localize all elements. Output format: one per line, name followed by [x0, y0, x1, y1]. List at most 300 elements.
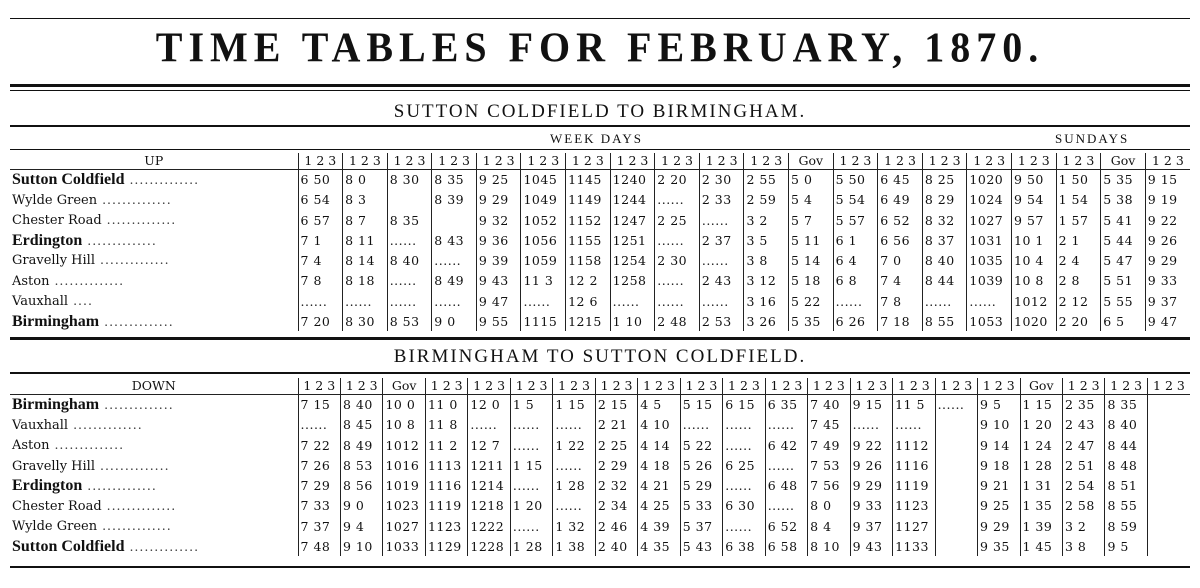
time-cell [935, 537, 977, 557]
time-cell: 10 1 [1012, 231, 1057, 251]
time-cell: 5 14 [789, 250, 834, 271]
time-cell [935, 415, 977, 436]
down-timetable [10, 378, 1190, 556]
time-cell: 8 48 [1105, 456, 1147, 477]
time-cell: 2 32 [595, 476, 637, 496]
time-cell: ...... [765, 496, 807, 517]
leader-dots: .............. [95, 457, 170, 473]
time-cell: 5 54 [833, 190, 878, 211]
time-cell: 1 20 [1020, 415, 1062, 436]
time-cell: ...... [680, 415, 722, 436]
time-cell: 1012 [383, 435, 425, 456]
time-cell: 9 57 [1012, 210, 1057, 231]
time-cell: 9 29 [1145, 250, 1190, 271]
time-cell: 3 2 [1062, 516, 1104, 537]
time-cell: 7 40 [808, 395, 850, 415]
time-cell: 9 19 [1145, 190, 1190, 211]
station-cell [10, 190, 298, 211]
up-station-row [10, 271, 1190, 292]
time-cell: 2 8 [1056, 271, 1101, 292]
station-name: Erdington [12, 477, 83, 494]
time-cell: 2 43 [699, 271, 744, 292]
down-column-header: 1 2 3 [1147, 378, 1190, 395]
time-cell: 2 12 [1056, 291, 1101, 312]
time-cell: 9 18 [978, 456, 1020, 477]
time-cell: 6 35 [765, 395, 807, 415]
time-cell: 9 50 [1012, 170, 1057, 190]
time-cell: 3 5 [744, 231, 789, 251]
down-column-header: Gov [1020, 378, 1062, 395]
time-cell: 8 53 [341, 456, 383, 477]
up-timetable [10, 153, 1190, 331]
up-column-header: 1 2 3 [343, 153, 388, 170]
time-cell: 4 14 [638, 435, 680, 456]
time-cell: 3 26 [744, 312, 789, 332]
time-cell: 1218 [468, 496, 510, 517]
time-cell: 11 3 [521, 271, 566, 292]
down-station-row [10, 415, 1190, 436]
station-cell [10, 271, 298, 292]
time-cell [935, 456, 977, 477]
time-cell: 8 49 [432, 271, 477, 292]
time-cell: 1119 [893, 476, 935, 496]
time-cell: 5 43 [680, 537, 722, 557]
up-column-header: 1 2 3 [922, 153, 967, 170]
time-cell: 6 58 [765, 537, 807, 557]
up-column-header: Gov [789, 153, 834, 170]
up-column-header: 1 2 3 [521, 153, 566, 170]
station-cell [10, 537, 298, 557]
time-cell: 9 4 [341, 516, 383, 537]
time-cell: 5 55 [1101, 291, 1146, 312]
time-cell: 1049 [521, 190, 566, 211]
time-cell: 8 30 [343, 312, 388, 332]
time-cell: 9 55 [476, 312, 521, 332]
time-cell: 6 5 [1101, 312, 1146, 332]
time-cell: 7 1 [298, 231, 343, 251]
time-cell: 6 25 [723, 456, 765, 477]
time-cell: 8 4 [808, 516, 850, 537]
time-cell: 8 37 [922, 231, 967, 251]
time-cell: 1119 [425, 496, 467, 517]
time-cell: 1112 [893, 435, 935, 456]
time-cell: 8 7 [343, 210, 388, 231]
station-cell [10, 456, 298, 477]
time-cell: ...... [343, 291, 388, 312]
time-cell: ...... [699, 210, 744, 231]
time-cell: 8 53 [387, 312, 432, 332]
time-cell: 7 29 [298, 476, 340, 496]
time-cell: 9 29 [978, 516, 1020, 537]
time-cell: 2 37 [699, 231, 744, 251]
time-cell: 9 10 [341, 537, 383, 557]
time-cell: 11 5 [893, 395, 935, 415]
time-cell: 6 49 [878, 190, 923, 211]
time-cell: 6 30 [723, 496, 765, 517]
up-rule [10, 125, 1190, 127]
time-cell: ...... [699, 250, 744, 271]
time-cell: 10 0 [383, 395, 425, 415]
time-cell: ...... [432, 250, 477, 271]
up-header-row [10, 153, 1190, 170]
time-cell [432, 210, 477, 231]
time-cell: 6 4 [833, 250, 878, 271]
time-cell: 7 8 [878, 291, 923, 312]
station-cell [10, 496, 298, 517]
leader-dots: .............. [49, 437, 125, 452]
station-cell [10, 435, 298, 456]
time-cell: 1254 [610, 250, 655, 271]
down-column-header: 1 2 3 [510, 378, 552, 395]
time-cell: 9 29 [850, 476, 892, 496]
time-cell: 1031 [967, 231, 1012, 251]
time-cell: 2 59 [744, 190, 789, 211]
time-cell: ...... [432, 291, 477, 312]
time-cell: 3 16 [744, 291, 789, 312]
leader-dots: .............. [124, 172, 200, 187]
time-cell [935, 435, 977, 456]
time-cell: 2 21 [595, 415, 637, 436]
time-cell: 8 59 [1105, 516, 1147, 537]
up-column-header: 1 2 3 [967, 153, 1012, 170]
time-cell: 4 10 [638, 415, 680, 436]
down-column-header: 1 2 3 [298, 378, 340, 395]
sundays-label: SUNDAYS [1055, 131, 1130, 146]
time-cell: 9 15 [1145, 170, 1190, 190]
time-cell: 5 29 [680, 476, 722, 496]
down-header-row [10, 378, 1190, 395]
time-cell: 9 47 [1145, 312, 1190, 332]
time-cell [1147, 435, 1190, 456]
time-cell: 5 15 [680, 395, 722, 415]
time-cell: 6 38 [723, 537, 765, 557]
up-section-title: SUTTON COLDFIELD TO BIRMINGHAM. [393, 101, 807, 122]
title-rule-thin [10, 90, 1190, 91]
leader-dots: .............. [101, 497, 177, 513]
time-cell: 1215 [566, 312, 611, 332]
time-cell: 8 51 [1105, 476, 1147, 496]
time-cell: 7 18 [878, 312, 923, 332]
time-cell: 6 26 [833, 312, 878, 332]
time-cell [1147, 456, 1190, 477]
time-cell: 1240 [610, 170, 655, 190]
time-cell: ...... [655, 190, 700, 211]
time-cell: 5 11 [789, 231, 834, 251]
time-cell: ...... [699, 291, 744, 312]
time-cell: 9 25 [978, 496, 1020, 517]
up-station-row [10, 291, 1190, 312]
time-cell: 5 35 [789, 312, 834, 332]
time-cell: 5 37 [680, 516, 722, 537]
up-column-header: 1 2 3 [566, 153, 611, 170]
time-cell: 11 2 [425, 435, 467, 456]
time-cell: 9 5 [1105, 537, 1147, 557]
time-cell: 2 54 [1062, 476, 1104, 496]
station-name: Birmingham [12, 396, 100, 413]
time-cell: 2 30 [699, 170, 744, 190]
time-cell: 2 46 [595, 516, 637, 537]
time-cell: 8 11 [343, 231, 388, 251]
time-cell: 7 0 [878, 250, 923, 271]
time-cell: 8 45 [341, 415, 383, 436]
up-column-header: 1 2 3 [1012, 153, 1057, 170]
time-cell: ...... [510, 415, 552, 436]
time-cell: ...... [893, 415, 935, 436]
time-cell: 5 4 [789, 190, 834, 211]
station-cell [10, 516, 298, 537]
time-cell: 8 3 [343, 190, 388, 211]
station-cell [10, 291, 298, 312]
up-column-header: 1 2 3 [298, 153, 343, 170]
time-cell: 9 37 [1145, 291, 1190, 312]
down-column-header: 1 2 3 [765, 378, 807, 395]
time-cell [1147, 496, 1190, 517]
time-cell: 9 0 [341, 496, 383, 517]
time-cell: 4 39 [638, 516, 680, 537]
up-station-row [10, 170, 1190, 190]
time-cell [387, 190, 432, 211]
time-cell: ...... [387, 231, 432, 251]
time-cell: 8 35 [387, 210, 432, 231]
up-station-row [10, 190, 1190, 211]
time-cell: 7 4 [878, 271, 923, 292]
time-cell: 1 10 [610, 312, 655, 332]
time-cell: 1019 [383, 476, 425, 496]
time-cell: 1 31 [1020, 476, 1062, 496]
time-cell [935, 476, 977, 496]
station-cell [10, 250, 298, 271]
station-name: Gravelly Hill [12, 253, 95, 268]
page-title: TIME TABLES FOR FEBRUARY, 1870. [155, 23, 1045, 72]
time-cell: 9 36 [476, 231, 521, 251]
time-cell: 7 45 [808, 415, 850, 436]
station-name: Vauxhall [12, 417, 69, 433]
time-cell: 2 4 [1056, 250, 1101, 271]
time-cell: 8 39 [432, 190, 477, 211]
up-station-row [10, 312, 1190, 332]
time-cell: 6 45 [878, 170, 923, 190]
time-cell: 9 0 [432, 312, 477, 332]
time-cell: 1020 [1012, 312, 1057, 332]
time-cell: 5 57 [833, 210, 878, 231]
up-direction-label: UP [10, 153, 298, 170]
leader-dots: .............. [99, 397, 174, 412]
time-cell: 9 54 [1012, 190, 1057, 211]
time-cell: 5 50 [833, 170, 878, 190]
time-cell: 2 1 [1056, 231, 1101, 251]
time-cell: 2 48 [655, 312, 700, 332]
time-cell: 1115 [521, 312, 566, 332]
time-cell: 1 35 [1020, 496, 1062, 517]
time-cell: 2 34 [595, 496, 637, 517]
up-station-row [10, 231, 1190, 251]
time-cell: 1 32 [553, 516, 595, 537]
time-cell: 2 20 [1056, 312, 1101, 332]
time-cell: 8 10 [808, 537, 850, 557]
station-name: Gravelly Hill [12, 458, 95, 474]
mid-rule [10, 337, 1190, 340]
time-cell: 1123 [893, 496, 935, 517]
down-station-row [10, 537, 1190, 557]
time-cell: 3 2 [744, 210, 789, 231]
top-rule [10, 18, 1190, 19]
down-column-header: 1 2 3 [850, 378, 892, 395]
time-cell: 5 22 [680, 435, 722, 456]
time-cell: 1 57 [1056, 210, 1101, 231]
time-cell: 4 5 [638, 395, 680, 415]
week-days-label: WEEK DAYS [550, 131, 643, 146]
up-column-header: Gov [1101, 153, 1146, 170]
time-cell: 10 8 [383, 415, 425, 436]
time-cell: 1056 [521, 231, 566, 251]
time-cell: 9 21 [978, 476, 1020, 496]
time-cell: 11 0 [425, 395, 467, 415]
time-cell: ...... [765, 415, 807, 436]
down-station-row [10, 516, 1190, 537]
time-cell: 5 26 [680, 456, 722, 477]
time-cell: 6 48 [765, 476, 807, 496]
time-cell: 5 47 [1101, 250, 1146, 271]
time-cell: 1012 [1012, 291, 1057, 312]
time-cell: 7 49 [808, 435, 850, 456]
down-column-header: 1 2 3 [595, 378, 637, 395]
time-cell: 1155 [566, 231, 611, 251]
leader-dots: .............. [97, 518, 172, 533]
leader-dots: .............. [97, 191, 172, 207]
station-name: Aston [12, 438, 50, 453]
time-cell: 9 22 [850, 435, 892, 456]
time-cell: 2 53 [699, 312, 744, 332]
time-cell: 5 38 [1101, 190, 1146, 211]
time-cell: 8 40 [922, 250, 967, 271]
time-cell: 1016 [383, 456, 425, 477]
time-cell: 9 33 [850, 496, 892, 517]
time-cell: 1024 [967, 190, 1012, 211]
time-cell: 11 8 [425, 415, 467, 436]
time-cell: 1052 [521, 210, 566, 231]
time-cell: 9 37 [850, 516, 892, 537]
up-column-header: 1 2 3 [432, 153, 477, 170]
station-name: Birmingham [12, 312, 100, 330]
time-cell: ...... [723, 415, 765, 436]
station-cell [10, 476, 298, 496]
time-cell: 12 6 [566, 291, 611, 312]
time-cell: ...... [553, 415, 595, 436]
station-cell [10, 312, 298, 332]
time-cell: ...... [510, 435, 552, 456]
leader-dots: .............. [101, 212, 177, 227]
time-cell: 7 56 [808, 476, 850, 496]
time-cell: 1123 [425, 516, 467, 537]
time-cell: 7 33 [298, 496, 340, 517]
down-column-header: 1 2 3 [341, 378, 383, 395]
time-cell: ...... [610, 291, 655, 312]
leader-dots: .............. [82, 478, 157, 493]
down-rule [10, 372, 1190, 374]
time-cell: 9 25 [476, 170, 521, 190]
time-cell: ...... [967, 291, 1012, 312]
time-cell: 1158 [566, 250, 611, 271]
time-cell: 8 44 [922, 271, 967, 292]
time-cell: 2 25 [655, 210, 700, 231]
time-cell [1147, 476, 1190, 496]
time-cell: 8 25 [922, 170, 967, 190]
time-cell: 7 4 [298, 250, 343, 271]
time-cell: 7 15 [298, 395, 340, 415]
time-cell: 3 8 [1062, 537, 1104, 557]
time-cell: 1228 [468, 537, 510, 557]
time-cell: 1 15 [1020, 395, 1062, 415]
down-column-header: 1 2 3 [978, 378, 1020, 395]
time-cell: ...... [833, 291, 878, 312]
time-cell: 1 28 [1020, 456, 1062, 477]
leader-dots: .............. [95, 252, 170, 267]
time-cell: 6 1 [833, 231, 878, 251]
time-cell: 7 53 [808, 456, 850, 477]
station-name: Chester Road [12, 213, 102, 228]
time-cell: 9 5 [978, 395, 1020, 415]
time-cell: ...... [723, 516, 765, 537]
time-cell: 9 26 [1145, 231, 1190, 251]
up-station-row [10, 250, 1190, 271]
time-cell: 8 35 [432, 170, 477, 190]
time-cell: 2 58 [1062, 496, 1104, 517]
down-column-header: Gov [383, 378, 425, 395]
time-cell: 1 24 [1020, 435, 1062, 456]
time-cell: 1 20 [510, 496, 552, 517]
time-cell: 1 22 [553, 435, 595, 456]
time-cell: 9 10 [978, 415, 1020, 436]
time-cell: 1 45 [1020, 537, 1062, 557]
time-cell: 7 37 [298, 516, 340, 537]
time-cell [1147, 537, 1190, 557]
time-cell: 8 0 [343, 170, 388, 190]
time-cell [1147, 516, 1190, 537]
down-station-row [10, 496, 1190, 517]
time-cell: 1222 [468, 516, 510, 537]
time-cell: 6 50 [298, 170, 343, 190]
time-cell: ...... [655, 271, 700, 292]
time-cell: 9 39 [476, 250, 521, 271]
time-cell: 8 32 [922, 210, 967, 231]
time-cell: 2 43 [1062, 415, 1104, 436]
time-cell: 8 29 [922, 190, 967, 211]
time-cell: 12 2 [566, 271, 611, 292]
time-cell: 1035 [967, 250, 1012, 271]
time-cell: 9 14 [978, 435, 1020, 456]
time-cell: 3 8 [744, 250, 789, 271]
time-cell [1147, 415, 1190, 436]
time-cell: 9 15 [850, 395, 892, 415]
time-cell [935, 516, 977, 537]
time-cell: 8 56 [341, 476, 383, 496]
down-column-header: 1 2 3 [893, 378, 935, 395]
time-cell: 1145 [566, 170, 611, 190]
time-cell: 7 48 [298, 537, 340, 557]
up-column-header: 1 2 3 [699, 153, 744, 170]
time-cell: 9 43 [850, 537, 892, 557]
time-cell: 6 57 [298, 210, 343, 231]
down-column-header: 1 2 3 [680, 378, 722, 395]
time-cell: ...... [765, 456, 807, 477]
time-cell: ...... [655, 291, 700, 312]
down-column-header: 1 2 3 [723, 378, 765, 395]
time-cell: 5 33 [680, 496, 722, 517]
time-cell: ...... [387, 271, 432, 292]
station-cell [10, 395, 298, 415]
time-cell: 8 44 [1105, 435, 1147, 456]
time-cell: 1059 [521, 250, 566, 271]
